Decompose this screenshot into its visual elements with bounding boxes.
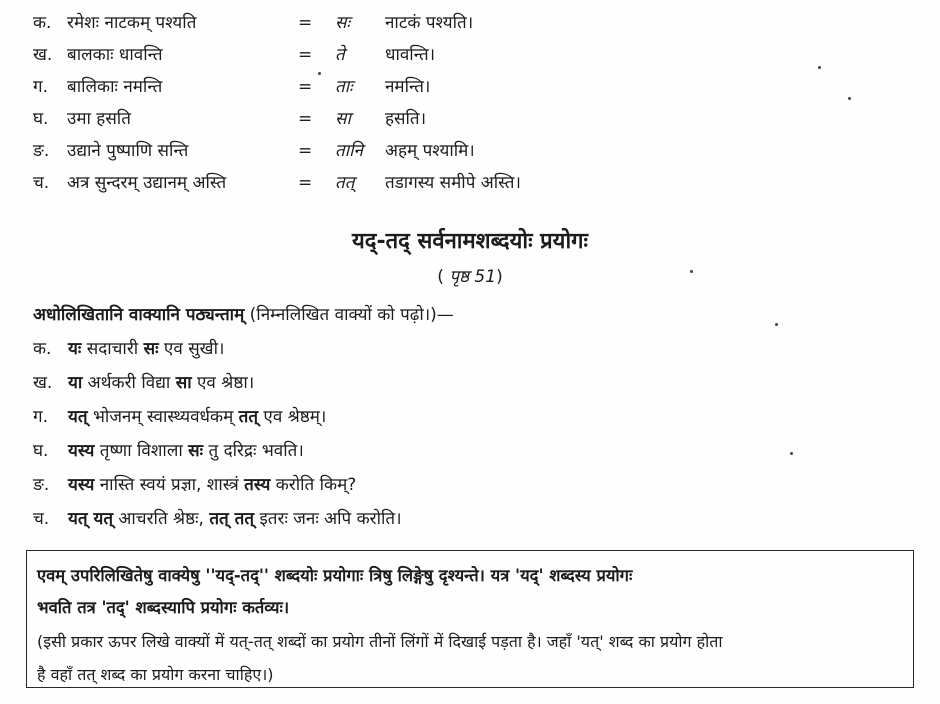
pair-marker: ख. <box>33 45 53 65</box>
example-marker: क. <box>33 339 52 359</box>
pair-equals: = <box>298 173 313 193</box>
example-text-part: आचरति श्रेष्ठः, <box>113 509 210 529</box>
pair-equals: = <box>298 141 313 161</box>
example-text-part: नास्ति स्वयं प्रज्ञा, शास्त्रं <box>94 475 245 495</box>
pair-pronoun: ताः <box>335 77 353 97</box>
pair-equals: = <box>298 45 313 65</box>
pair-noun-phrase: उमा हसति <box>67 109 131 129</box>
pair-noun-phrase: बालकाः धावन्ति <box>67 45 163 65</box>
example-text <box>68 402 326 432</box>
pair-pronoun: तत् <box>335 173 355 193</box>
pair-noun-phrase: रमेशः नाटकम् पश्यति <box>67 13 197 33</box>
example-pronoun-bold: सः <box>188 441 204 461</box>
pair-sentence: अहम् पश्यामि। <box>385 141 475 161</box>
example-pronoun-bold: तत् तत् <box>209 509 255 529</box>
example-pronoun-bold: तस्य <box>244 475 271 495</box>
page-ref-open: ( <box>437 267 444 287</box>
example-text-part: तृष्णा विशाला <box>94 441 189 461</box>
example-pronoun-bold: यत् <box>68 407 88 427</box>
scan-speck <box>318 72 321 75</box>
pair-pronoun: सा <box>335 109 351 129</box>
example-text-part: एव श्रेष्ठा। <box>191 373 255 393</box>
pair-noun-phrase: अत्र सुन्दरम् उद्यानम् अस्ति <box>67 173 227 193</box>
scan-speck <box>818 66 821 69</box>
pair-equals: = <box>298 13 313 33</box>
example-pronoun-bold: सा <box>175 373 192 393</box>
instruction-plain: (निम्नलिखित वाक्यों को पढ़ो।)— <box>249 305 454 325</box>
example-text <box>68 504 402 534</box>
example-text <box>68 436 304 466</box>
scan-speck <box>790 452 793 455</box>
pair-equals: = <box>298 77 313 97</box>
instruction-line <box>33 300 454 330</box>
scan-speck <box>775 323 778 326</box>
scan-speck <box>690 270 693 273</box>
example-pronoun-bold: या <box>68 373 83 393</box>
pair-sentence: नमन्ति। <box>385 77 431 97</box>
example-pronoun-bold: यस्य <box>68 475 95 495</box>
pair-marker: च. <box>33 173 50 193</box>
page-ref-close: ) <box>496 267 503 287</box>
pair-marker: ङ. <box>33 141 50 161</box>
pair-noun-phrase: उद्याने पुष्पाणि सन्ति <box>67 141 189 161</box>
example-pronoun-bold: यत् यत् <box>68 509 114 529</box>
example-pronoun-bold: सः <box>143 339 159 359</box>
example-pronoun-bold: यः <box>68 339 82 359</box>
example-text <box>68 470 356 500</box>
note-hindi-line-2: है वहाँ तत् शब्द का प्रयोग करना चाहिए।) <box>37 665 274 684</box>
example-text-part: इतरः जनः अपि करोति। <box>254 509 402 529</box>
example-text <box>68 334 224 364</box>
example-text <box>68 368 254 398</box>
pair-marker: घ. <box>33 109 49 129</box>
pair-pronoun: तानि <box>335 141 363 161</box>
instruction-bold: अधोलिखितानि वाक्यानि पठ्यन्ताम् <box>33 305 245 325</box>
pair-pronoun: ते <box>335 45 345 65</box>
example-marker: च. <box>33 509 50 529</box>
pair-marker: क. <box>33 13 52 33</box>
example-text-part: तु दरिद्रः भवति। <box>203 441 304 461</box>
example-text-part: सदाचारी <box>81 339 144 359</box>
note-sanskrit-line-1: एवम् उपरिलिखितेषु वाक्येषु ''यद्-तद्'' शब्दयोः प्रयोगाः त्रिषु लिङ्गेषु दृश्यन्ते। यत्र 'यद्' शब्दस्य प्रयोगः <box>37 566 633 585</box>
pair-noun-phrase: बालिकाः नमन्ति <box>67 77 163 97</box>
page-ref-number: 51 <box>474 267 497 287</box>
pair-sentence: तडागस्य समीपे अस्ति। <box>385 173 521 193</box>
pair-pronoun: सः <box>335 13 350 33</box>
pair-sentence: धावन्ति। <box>385 45 436 65</box>
example-pronoun-bold: तत् <box>238 407 259 427</box>
example-text-part: भोजनम् स्वास्थ्यवर्धकम् <box>87 407 239 427</box>
pair-sentence: हसति। <box>385 109 427 129</box>
page-ref-label: पृष्ठ <box>449 267 470 287</box>
example-text-part: करोति किम्? <box>270 475 357 495</box>
scan-speck <box>848 97 851 100</box>
pair-sentence: नाटकं पश्यति। <box>385 13 474 33</box>
example-marker: ख. <box>33 373 53 393</box>
section-heading: यद्-तद् सर्वनामशब्दयोः प्रयोगः <box>352 229 588 254</box>
example-text-part: एव सुखी। <box>158 339 225 359</box>
example-marker: घ. <box>33 441 49 461</box>
example-pronoun-bold: यस्य <box>68 441 95 461</box>
example-marker: ग. <box>33 407 48 427</box>
note-sanskrit-line-2: भवति तत्र 'तद्' शब्दस्यापि प्रयोगः कर्तव्यः। <box>37 598 290 617</box>
pair-marker: ग. <box>33 77 48 97</box>
example-marker: ङ. <box>33 475 50 495</box>
page-reference <box>0 263 940 291</box>
note-box <box>26 550 914 688</box>
pair-equals: = <box>298 109 313 129</box>
note-hindi-line-1: (इसी प्रकार ऊपर लिखे वाक्यों में यत्-तत् शब्दों का प्रयोग तीनों लिंगों में दिखाई पड़ता है। जहाँ 'यत्' शब्द का प्रयोग होता <box>37 632 723 651</box>
example-text-part: अर्थकरी विद्या <box>82 373 176 393</box>
example-text-part: एव श्रेष्ठम्। <box>258 407 327 427</box>
